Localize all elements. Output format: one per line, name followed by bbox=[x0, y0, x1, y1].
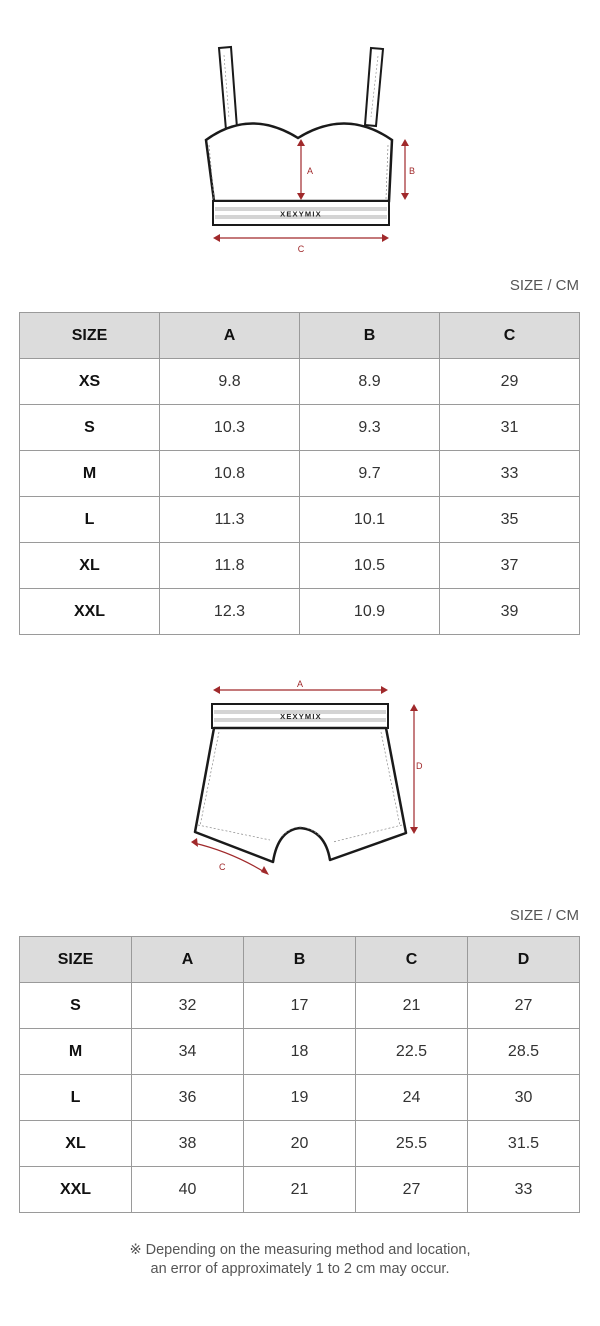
bottom-measurement-diagram bbox=[180, 670, 440, 885]
header-cell: SIZE bbox=[20, 313, 160, 359]
size-cell: L bbox=[20, 1075, 132, 1121]
value-cell: 19 bbox=[244, 1075, 356, 1121]
table-row bbox=[20, 451, 580, 497]
bottom-brand-logo: XEXYMIX bbox=[280, 712, 322, 721]
value-cell: 9.7 bbox=[300, 451, 440, 497]
table-row bbox=[20, 983, 580, 1029]
header-cell: B bbox=[300, 313, 440, 359]
value-cell: 31.5 bbox=[468, 1121, 580, 1167]
header-cell: SIZE bbox=[20, 937, 132, 983]
header-cell: A bbox=[132, 937, 244, 983]
header-cell: C bbox=[356, 937, 468, 983]
note-line-1: ※ Depending on the measuring method and location, bbox=[129, 1242, 471, 1258]
table-row bbox=[20, 359, 580, 405]
bottom-label-c: C bbox=[219, 862, 226, 872]
top-size-table bbox=[19, 312, 580, 635]
value-cell: 8.9 bbox=[300, 359, 440, 405]
top-unit-label: SIZE / CM bbox=[509, 277, 579, 294]
value-cell: 40 bbox=[132, 1167, 244, 1213]
strap-right bbox=[365, 48, 383, 126]
table-row bbox=[20, 1075, 580, 1121]
value-cell: 28.5 bbox=[468, 1029, 580, 1075]
value-cell: 17 bbox=[244, 983, 356, 1029]
value-cell: 39 bbox=[440, 589, 580, 635]
value-cell: 30 bbox=[468, 1075, 580, 1121]
note-line-2: an error of approximately 1 to 2 cm may occur. bbox=[150, 1261, 450, 1277]
value-cell: 29 bbox=[440, 359, 580, 405]
table-row bbox=[20, 405, 580, 451]
value-cell: 33 bbox=[440, 451, 580, 497]
table-row bbox=[20, 497, 580, 543]
size-cell: S bbox=[20, 983, 132, 1029]
size-cell: XL bbox=[20, 1121, 132, 1167]
bottom-unit-label: SIZE / CM bbox=[509, 907, 579, 924]
value-cell: 9.8 bbox=[160, 359, 300, 405]
table-row bbox=[20, 1121, 580, 1167]
size-cell: L bbox=[20, 497, 160, 543]
value-cell: 33 bbox=[468, 1167, 580, 1213]
table-row bbox=[20, 589, 580, 635]
value-cell: 25.5 bbox=[356, 1121, 468, 1167]
table-header-row bbox=[20, 313, 580, 359]
size-cell: M bbox=[20, 1029, 132, 1075]
top-brand-logo: XEXYMIX bbox=[280, 209, 322, 219]
size-cell: M bbox=[20, 451, 160, 497]
value-cell: 34 bbox=[132, 1029, 244, 1075]
size-cell: S bbox=[20, 405, 160, 451]
header-cell: B bbox=[244, 937, 356, 983]
value-cell: 27 bbox=[356, 1167, 468, 1213]
bottom-label-a: A bbox=[296, 679, 304, 689]
strap-left bbox=[219, 47, 237, 130]
value-cell: 21 bbox=[356, 983, 468, 1029]
value-cell: 18 bbox=[244, 1029, 356, 1075]
size-cell: XL bbox=[20, 543, 160, 589]
size-cell: XXL bbox=[20, 1167, 132, 1213]
bottom-size-table bbox=[19, 936, 580, 1213]
value-cell: 10.5 bbox=[300, 543, 440, 589]
top-measurement-diagram bbox=[195, 40, 425, 260]
value-cell: 11.8 bbox=[160, 543, 300, 589]
value-cell: 37 bbox=[440, 543, 580, 589]
bottom-body-outline bbox=[195, 728, 406, 862]
size-cell: XS bbox=[20, 359, 160, 405]
table-header-row bbox=[20, 937, 580, 983]
measurement-note bbox=[0, 1241, 600, 1279]
value-cell: 22.5 bbox=[356, 1029, 468, 1075]
value-cell: 10.9 bbox=[300, 589, 440, 635]
size-cell: XXL bbox=[20, 589, 160, 635]
header-cell: D bbox=[468, 937, 580, 983]
value-cell: 11.3 bbox=[160, 497, 300, 543]
value-cell: 21 bbox=[244, 1167, 356, 1213]
value-cell: 9.3 bbox=[300, 405, 440, 451]
table-row bbox=[20, 1167, 580, 1213]
value-cell: 27 bbox=[468, 983, 580, 1029]
top-body-outline bbox=[206, 123, 392, 201]
value-cell: 24 bbox=[356, 1075, 468, 1121]
value-cell: 31 bbox=[440, 405, 580, 451]
header-cell: A bbox=[160, 313, 300, 359]
top-label-a: A bbox=[307, 166, 314, 176]
table-row bbox=[20, 543, 580, 589]
value-cell: 38 bbox=[132, 1121, 244, 1167]
value-cell: 32 bbox=[132, 983, 244, 1029]
value-cell: 10.1 bbox=[300, 497, 440, 543]
value-cell: 10.8 bbox=[160, 451, 300, 497]
value-cell: 10.3 bbox=[160, 405, 300, 451]
value-cell: 20 bbox=[244, 1121, 356, 1167]
bottom-label-d: D bbox=[416, 761, 423, 771]
top-label-b: B bbox=[409, 166, 416, 176]
table-row bbox=[20, 1029, 580, 1075]
value-cell: 12.3 bbox=[160, 589, 300, 635]
value-cell: 35 bbox=[440, 497, 580, 543]
top-label-c: C bbox=[297, 244, 305, 254]
value-cell: 36 bbox=[132, 1075, 244, 1121]
header-cell: C bbox=[440, 313, 580, 359]
